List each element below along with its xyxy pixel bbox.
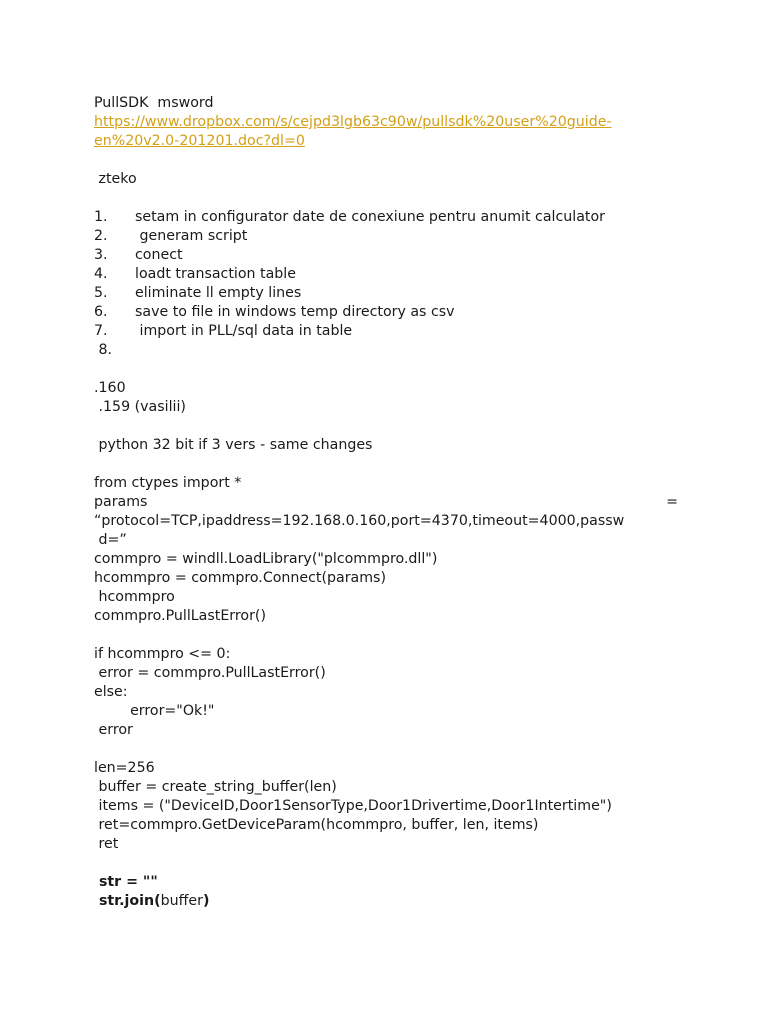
code-line: hcommpro = commpro.Connect(params) xyxy=(94,570,386,586)
list-item xyxy=(94,322,678,341)
join-suffix: ) xyxy=(202,893,210,909)
blank-line xyxy=(94,626,678,645)
code-block-join xyxy=(94,873,678,911)
params-name: params xyxy=(94,494,148,510)
code-line: error = commpro.PullLastError() xyxy=(94,665,326,681)
code-block-connect xyxy=(94,474,678,626)
step-8: 8. xyxy=(94,342,113,358)
list-text: conect xyxy=(135,247,183,263)
list-text: loadt transaction table xyxy=(135,266,296,282)
list-number: 5. xyxy=(94,285,108,301)
dropbox-link-line-1[interactable] xyxy=(94,113,678,132)
list-text: import in PLL/sql data in table xyxy=(135,323,353,339)
code-line: len=256 xyxy=(94,760,155,776)
doc-title: PullSDK msword xyxy=(94,95,214,111)
ip-160: .160 xyxy=(94,380,126,396)
list-number: 7. xyxy=(94,323,108,339)
blank-line xyxy=(94,189,678,208)
list-number: 2. xyxy=(94,228,108,244)
list-item xyxy=(94,265,678,284)
list-item xyxy=(94,303,678,322)
code-line: else: xyxy=(94,684,128,700)
code-line-join xyxy=(94,892,678,911)
list-item xyxy=(94,227,678,246)
list-number: 1. xyxy=(94,209,108,225)
blank-line xyxy=(94,740,678,759)
blank-line xyxy=(94,151,678,170)
params-equals: = xyxy=(666,494,678,510)
code-line: str = "" xyxy=(94,874,158,890)
list-text: generam script xyxy=(135,228,248,244)
code-block-params xyxy=(94,759,678,854)
python-note: python 32 bit if 3 vers - same changes xyxy=(94,437,373,453)
code-line: hcommpro xyxy=(94,589,175,605)
steps-list xyxy=(94,208,678,341)
code-line: “protocol=TCP,ipaddress=192.168.0.160,port=4370,timeout=4000,passw xyxy=(94,513,625,529)
code-line: ret xyxy=(94,836,119,852)
ip-159: .159 (vasilii) xyxy=(94,399,186,415)
code-line: if hcommpro <= 0: xyxy=(94,646,231,662)
list-number: 3. xyxy=(94,247,108,263)
code-line: commpro.PullLastError() xyxy=(94,608,266,624)
list-number: 6. xyxy=(94,304,108,320)
dropbox-link-part-1[interactable]: https://www.dropbox.com/s/cejpd3lgb63c90w/pullsdk%20user%20guide- xyxy=(94,114,612,130)
join-arg: buffer xyxy=(160,893,203,909)
list-number: 4. xyxy=(94,266,108,282)
join-prefix: str.join( xyxy=(94,893,161,909)
document-body xyxy=(94,94,678,911)
dropbox-link-line-2[interactable] xyxy=(94,132,678,151)
list-text: save to file in windows temp directory as csv xyxy=(135,304,455,320)
list-text: eliminate ll empty lines xyxy=(135,285,302,301)
code-line: items = ("DeviceID,Door1SensorType,Door1Drivertime,Door1Intertime") xyxy=(94,798,612,814)
blank-line xyxy=(94,417,678,436)
list-item xyxy=(94,284,678,303)
code-line: commpro = windll.LoadLibrary("plcommpro.dll") xyxy=(94,551,438,567)
code-line: buffer = create_string_buffer(len) xyxy=(94,779,337,795)
code-line: error="Ok!" xyxy=(94,703,215,719)
code-line: from ctypes import * xyxy=(94,475,242,491)
code-line: ret=commpro.GetDeviceParam(hcommpro, buffer, len, items) xyxy=(94,817,539,833)
list-item xyxy=(94,208,678,227)
code-block-error xyxy=(94,645,678,740)
zteko-label: zteko xyxy=(94,171,137,187)
code-line-params xyxy=(94,493,678,512)
blank-line xyxy=(94,854,678,873)
blank-line xyxy=(94,455,678,474)
blank-line xyxy=(94,360,678,379)
code-line: d=” xyxy=(94,532,127,548)
list-item xyxy=(94,246,678,265)
list-text: setam in configurator date de conexiune pentru anumit calculator xyxy=(135,209,606,225)
dropbox-link-part-2[interactable]: en%20v2.0-201201.doc?dl=0 xyxy=(94,133,305,149)
code-line: error xyxy=(94,722,133,738)
